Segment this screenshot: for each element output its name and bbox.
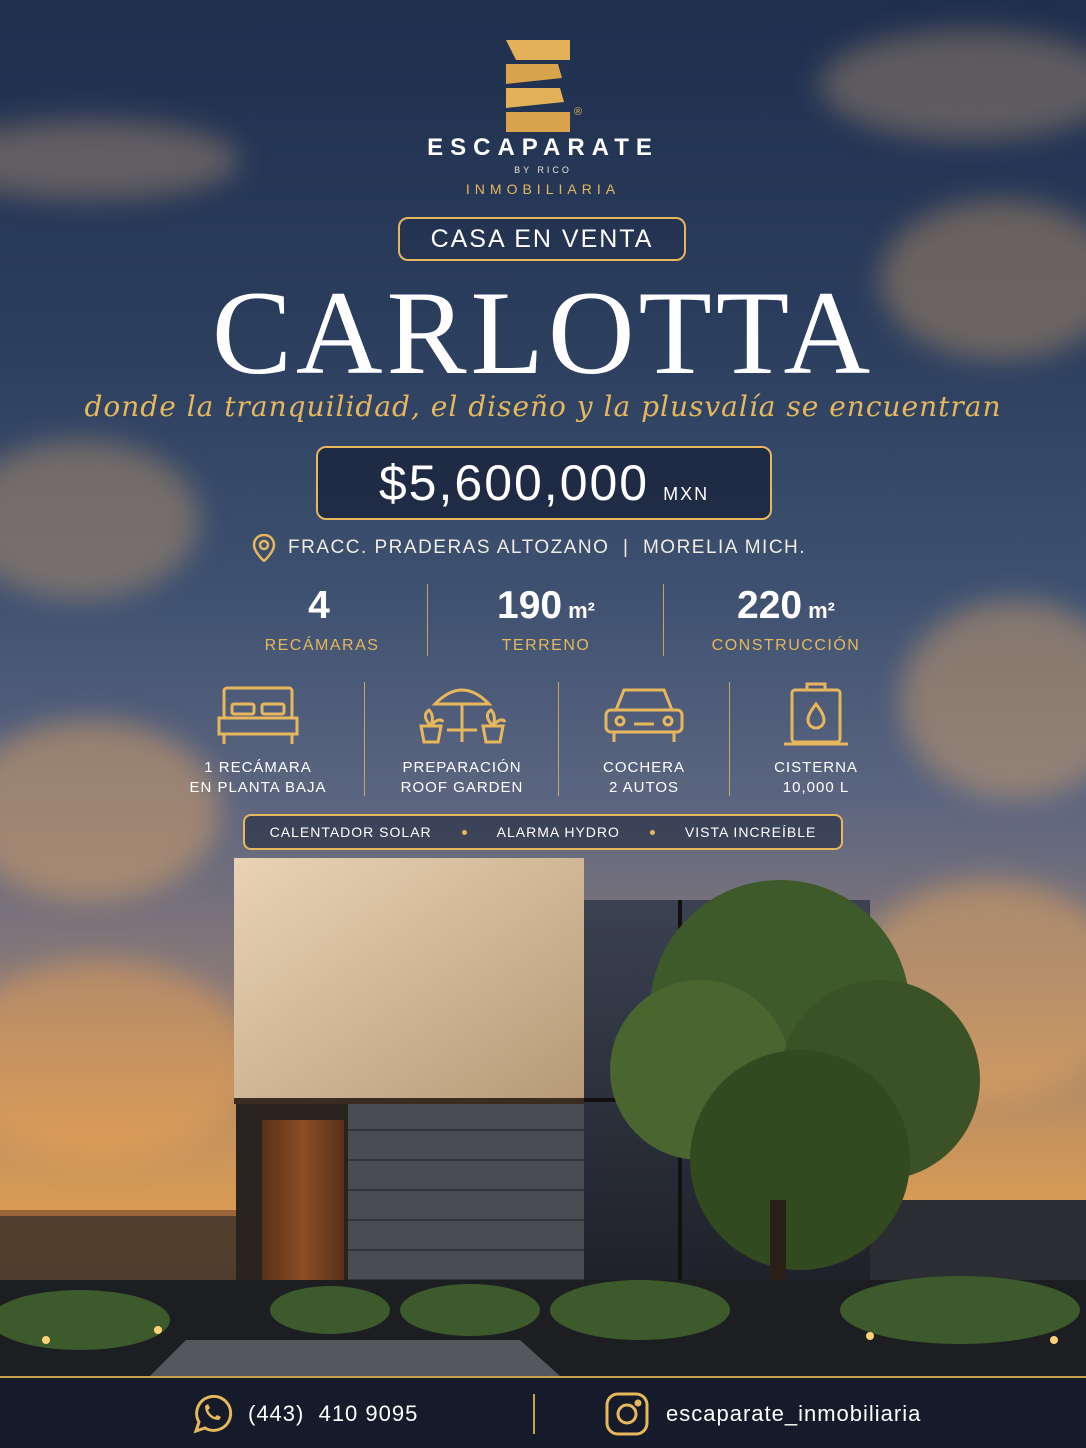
feature-roof-garden <box>382 682 542 798</box>
feature-line1: 1 RECÁMARA <box>204 759 312 776</box>
feature-garage <box>564 682 724 798</box>
sale-badge: CASA EN VENTA <box>398 217 686 261</box>
phone-contact[interactable] <box>188 1378 418 1448</box>
stat-value: 4 <box>308 584 330 627</box>
feature-line2: 2 AUTOS <box>608 779 680 796</box>
feature-line2: 10,000 L <box>782 779 850 796</box>
divider <box>729 682 730 796</box>
cloud <box>900 600 1086 800</box>
divider <box>533 1394 535 1434</box>
stat-value: 190 m² <box>497 584 595 627</box>
amenities-bar <box>243 814 843 850</box>
divider <box>558 682 559 796</box>
stat-bedrooms <box>222 584 422 655</box>
contact-footer <box>0 1376 1086 1448</box>
registered-mark: ® <box>574 106 583 118</box>
brand-type: INMOBILIARIA <box>465 181 621 197</box>
divider <box>663 584 664 656</box>
cloud <box>820 30 1086 140</box>
price-box <box>316 446 772 520</box>
price: $5,600,000 <box>378 455 650 511</box>
property-title: CARLOTTA <box>211 266 875 399</box>
feature-bedroom <box>178 682 338 798</box>
cloud <box>0 440 200 600</box>
instagram-icon <box>604 1391 650 1437</box>
amenity: ALARMA HYDRO <box>496 824 620 840</box>
stat-land <box>446 584 646 655</box>
feature-cistern <box>736 682 896 798</box>
amenity: VISTA INCREÍBLE <box>684 824 817 840</box>
bullet-icon <box>650 830 655 835</box>
stat-label: TERRENO <box>501 637 591 654</box>
stat-value: 220 m² <box>737 584 835 627</box>
stat-construction <box>686 584 886 655</box>
feature-line2: ROOF GARDEN <box>400 779 524 796</box>
instagram-handle: escaparate_inmobiliaria <box>666 1401 922 1426</box>
tagline: donde la tranquilidad, el diseño y la plusvalía se encuentran <box>84 390 1002 423</box>
stat-label: RECÁMARAS <box>264 637 380 654</box>
feature-line2: EN PLANTA BAJA <box>189 779 327 796</box>
car-icon <box>602 682 686 746</box>
water-tank-icon <box>774 682 858 746</box>
currency: MXN <box>663 484 710 504</box>
stat-label: CONSTRUCCIÓN <box>711 637 861 654</box>
divider <box>427 584 428 656</box>
escaparate-logo-icon <box>506 40 570 132</box>
whatsapp-icon <box>188 1391 234 1437</box>
brand-name: ESCAPARATE <box>427 134 659 161</box>
bed-icon <box>216 682 300 746</box>
instagram-contact[interactable] <box>604 1378 921 1448</box>
umbrella-plants-icon <box>417 682 507 746</box>
bullet-icon <box>462 830 467 835</box>
phone-number: (443) 410 9095 <box>248 1401 419 1426</box>
house-illustration <box>0 840 1086 1376</box>
feature-line1: COCHERA <box>602 759 685 776</box>
amenity: CALENTADOR SOLAR <box>269 824 432 840</box>
feature-line1: CISTERNA <box>774 759 858 776</box>
feature-line1: PREPARACIÓN <box>402 759 522 776</box>
divider <box>364 682 365 796</box>
location-text: FRACC. PRADERAS ALTOZANO | MORELIA MICH. <box>288 537 807 558</box>
location-pin-icon <box>252 534 276 562</box>
location <box>252 534 806 562</box>
brand-sub: BY RICO <box>514 165 572 175</box>
